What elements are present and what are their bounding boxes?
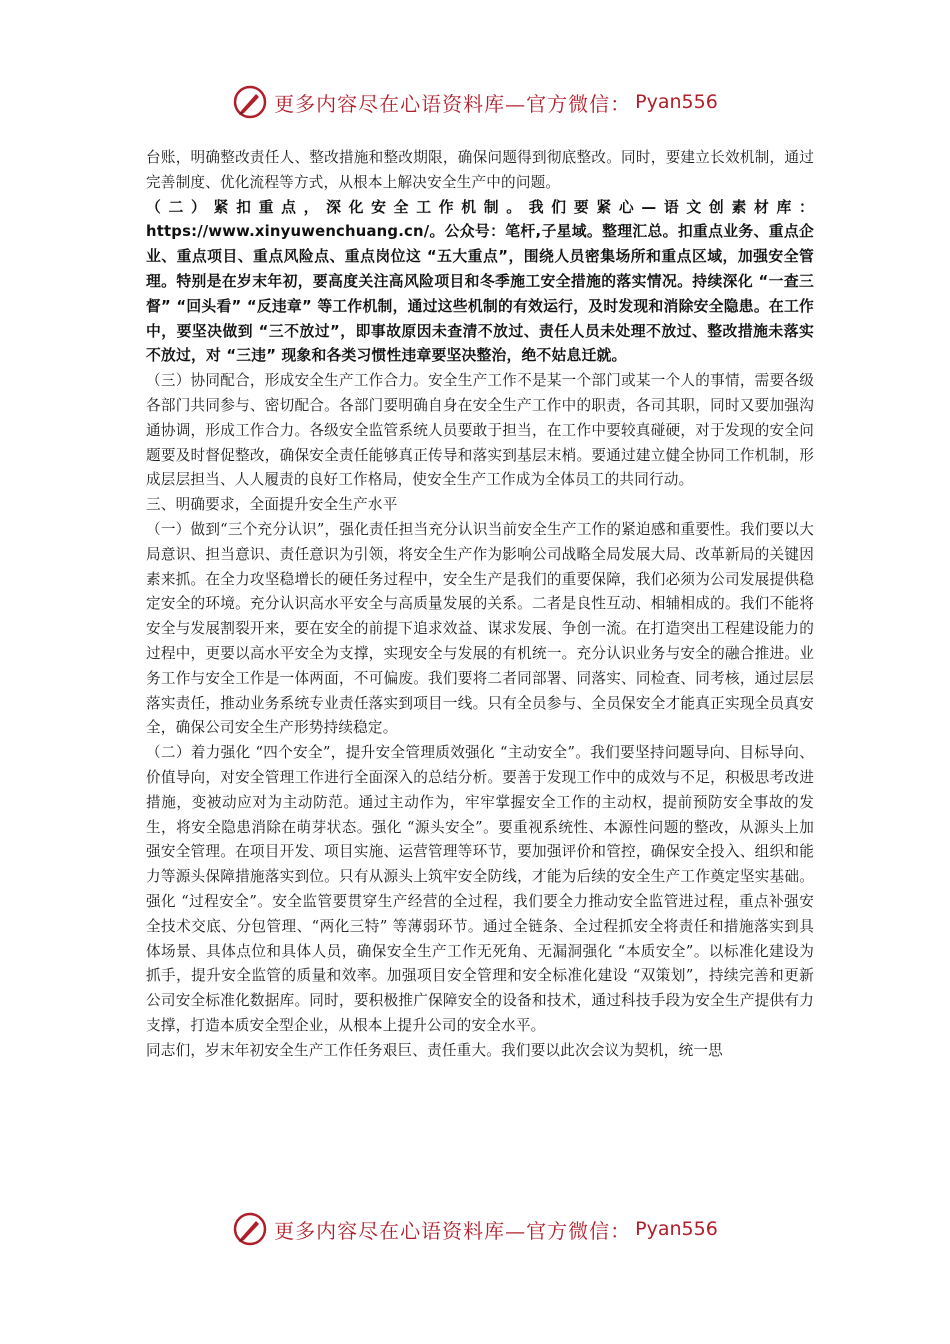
paragraph-bold: （二）紧扣重点，深化安全工作机制。我们要紧心—语文创素材库：https://www.xinyuwenchuang.cn/。公众号：笔杆,子星域。整理汇总。扣重点业务、重点企业、重点项目、重点风险点、重点岗位这 “五大重点”，围绕人员密集场所和重点区域，加强安全管理。特别是在岁末年初，要高度关注高风险项目和冬季施工安全措施的落实情况。持续深化 “一查三督” “回头看” “反违章” 等工作机制，通过这些机制的有效运行，及时发现和消除安全隐患。在工作中，要坚决做到 “三不放过”，即事故原因未查清不放过、责任人员未处理不放过、整改措施未落实不放过，对 “三违” 现象和各类习惯性违章要坚决整治，绝不姑息迁就。 — [146, 198, 814, 365]
pen-logo-icon — [232, 84, 268, 120]
header-banner-id: Pyan556 — [635, 91, 718, 113]
paragraph: 同志们，岁末年初安全生产工作任务艰巨、责任重大。我们要以此次会议为契机，统一思 — [146, 1041, 723, 1059]
paragraph: （二）着力强化 “四个安全”，提升安全管理质效强化 “主动安全”。我们要坚持问题导向、目标导向、价值导向，对安全管理工作进行全面深入的总结分析。要善于发现工作中的成效与不足，积极思考改进措施，变被动应对为主动防范。通过主动作为，牢牢掌握安全工作的主动权，提前预防安全事故的发生，将安全隐患消除在萌芽状态。强化 “源头安全”。要重视系统性、本源性问题的整改，从源头上加强安全管理。在项目开发、项目实施、运营管理等环节，要加强评价和管控，确保安全投入、组织和能力等源头保障措施落实到位。只有从源头上筑牢安全防线，才能为后续的安全生产工作奠定坚实基础。强化 “过程安全”。安全监管要贯穿生产经营的全过程，我们要全力推动安全监管进过程，重点补强安全技术交底、分包管理、“两化三特” 等薄弱环节。通过全链条、全过程抓安全将责任和措施落实到具体场景、具体点位和具体人员，确保安全生产工作无死角、无漏洞强化 “本质安全”。以标准化建设为抓手，提升安全监管的质量和效率。加强项目安全管理和安全标准化建设 “双策划”，持续完善和更新公司安全标准化数据库。同时，要积极推广保障安全的设备和技术，通过科技手段为安全生产提供有力支撑，打造本质安全型企业，从根本上提升公司的安全水平。 — [146, 744, 814, 1034]
paragraph: （一）做到“三个充分认识”，强化责任担当充分认识当前安全生产工作的紧迫感和重要性。我们要以大局意识、担当意识、责任意识为引领，将安全生产作为影响公司战略全局发展大局、改革新局的关键因素来抓。在全力攻坚稳增长的硬任务过程中，安全生产是我们的重要保障，我们必须为公司发展提供稳定安全的环境。充分认识高水平安全与高质量发展的关系。二者是良性互动、相辅相成的。我们不能将安全与发展割裂开来，要在安全的前提下追求效益、谋求发展、争创一流。在打造突出工程建设能力的过程中，更要以高水平安全为支撑，实现安全与发展的有机统一。充分认识业务与安全的融合推进。业务工作与安全工作是一体两面，不可偏废。我们要将二者同部署、同落实、同检查、同考核，通过层层落实责任，推动业务系统专业责任落实到项目一线。只有全员参与、全员保安全才能真正实现全员真安全，确保公司安全生产形势持续稳定。 — [146, 520, 814, 737]
paragraph: 台账，明确整改责任人、整改措施和整改期限，确保问题得到彻底整改。同时，要建立长效机制，通过完善制度、优化流程等方式，从根本上解决安全生产中的问题。 — [146, 149, 814, 191]
footer-banner-id: Pyan556 — [635, 1218, 718, 1240]
paragraph: （三）协同配合，形成安全生产工作合力。安全生产工作不是某一个部门或某一个人的事情，需要各级各部门共同参与、密切配合。各部门要明确自身在安全生产工作中的职责，各司其职，同时又要加强沟通协调，形成工作合力。各级安全监管系统人员要敢于担当，在工作中要较真碰硬，对于发现的安全问题要及时督促整改，确保安全责任能够真正传导和落实到基层末梢。要通过建立健全协同工作机制，形成层层担当、人人履责的良好工作格局，使安全生产工作成为全体员工的共同行动。 — [146, 372, 814, 489]
document-body — [146, 146, 814, 1063]
pen-logo-icon — [232, 1211, 268, 1247]
header-banner — [0, 80, 950, 124]
header-banner-text: 更多内容尽在心语资料库—官方微信： — [274, 91, 632, 116]
section-heading: 三、明确要求，全面提升安全生产水平 — [146, 496, 398, 514]
footer-banner-text: 更多内容尽在心语资料库—官方微信： — [274, 1218, 632, 1243]
footer-banner — [0, 1207, 950, 1251]
